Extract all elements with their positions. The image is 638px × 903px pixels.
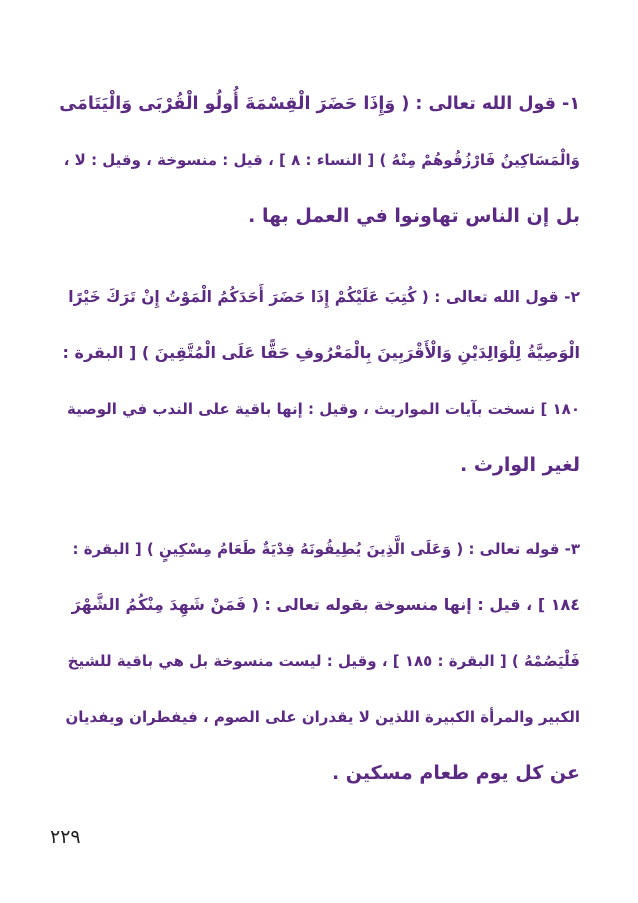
entry-2-line-3: ١٨٠ ] نسخت بآيات المواريث ، وقيل : إنها باقية على الندب في الوصية [67, 400, 580, 418]
entry-3-line-3: فَلْيَصُمْهُ ) [ البقرة : ١٨٥ ] ، وقيل : ليست منسوخة بل هي باقية للشيخ [67, 652, 580, 670]
entry-3-line-4: الكبير والمرأة الكبيرة اللذين لا يقدران على الصوم ، فيفطران ويفديان [65, 708, 580, 726]
entry-3 [58, 521, 580, 801]
entry-1-line-1: ١- قول الله تعالى : ( وَإِذَا حَضَرَ الْقِسْمَةَ أُولُو الْقُرْبَى وَالْيَتَامَى [59, 94, 580, 114]
entry-2-line-1: ٢- قول الله تعالى : ( كُتِبَ عَلَيْكُمْ إِذَا حَضَرَ أَحَدَكُمُ الْمَوْتُ إِنْ تَرَكَ خَيْرًا [68, 288, 580, 306]
entry-1-line-2: وَالْمَسَاكِينُ فَارْزُقُوهُمْ مِنْهُ ) [ النساء : ٨ ] ، قيل : منسوخة ، وقيل : لا ، [63, 151, 580, 169]
entry-2 [58, 269, 580, 493]
entry-3-line-1: ٣- قوله تعالى : ( وَعَلَى الَّذِينَ يُطِيقُونَهُ فِدْيَةٌ طَعَامُ مِسْكِينٍ ) [ البقرة : [72, 540, 580, 558]
entry-3-line-2: ١٨٤ ] ، قيل : إنها منسوخة بقوله تعالى : ( فَمَنْ شَهِدَ مِنْكُمُ الشَّهْرَ [71, 595, 580, 614]
page-number: ٢٢٩ [50, 826, 81, 848]
entry-2-line-2: الْوَصِيَّةُ لِلْوَالِدَيْنِ وَالْأَقْرَبِينَ بِالْمَعْرُوفِ حَقًّا عَلَى الْمُتَّقِينَ ) [ البقرة : [62, 343, 580, 362]
entry-3-line-5: عن كل يوم طعام مسكين . [331, 762, 580, 784]
entry-2-line-4: لغير الوارث . [460, 454, 580, 476]
entry-1-line-3: بل إن الناس تهاونوا في العمل بها . [248, 205, 580, 227]
entry-1 [58, 76, 580, 244]
